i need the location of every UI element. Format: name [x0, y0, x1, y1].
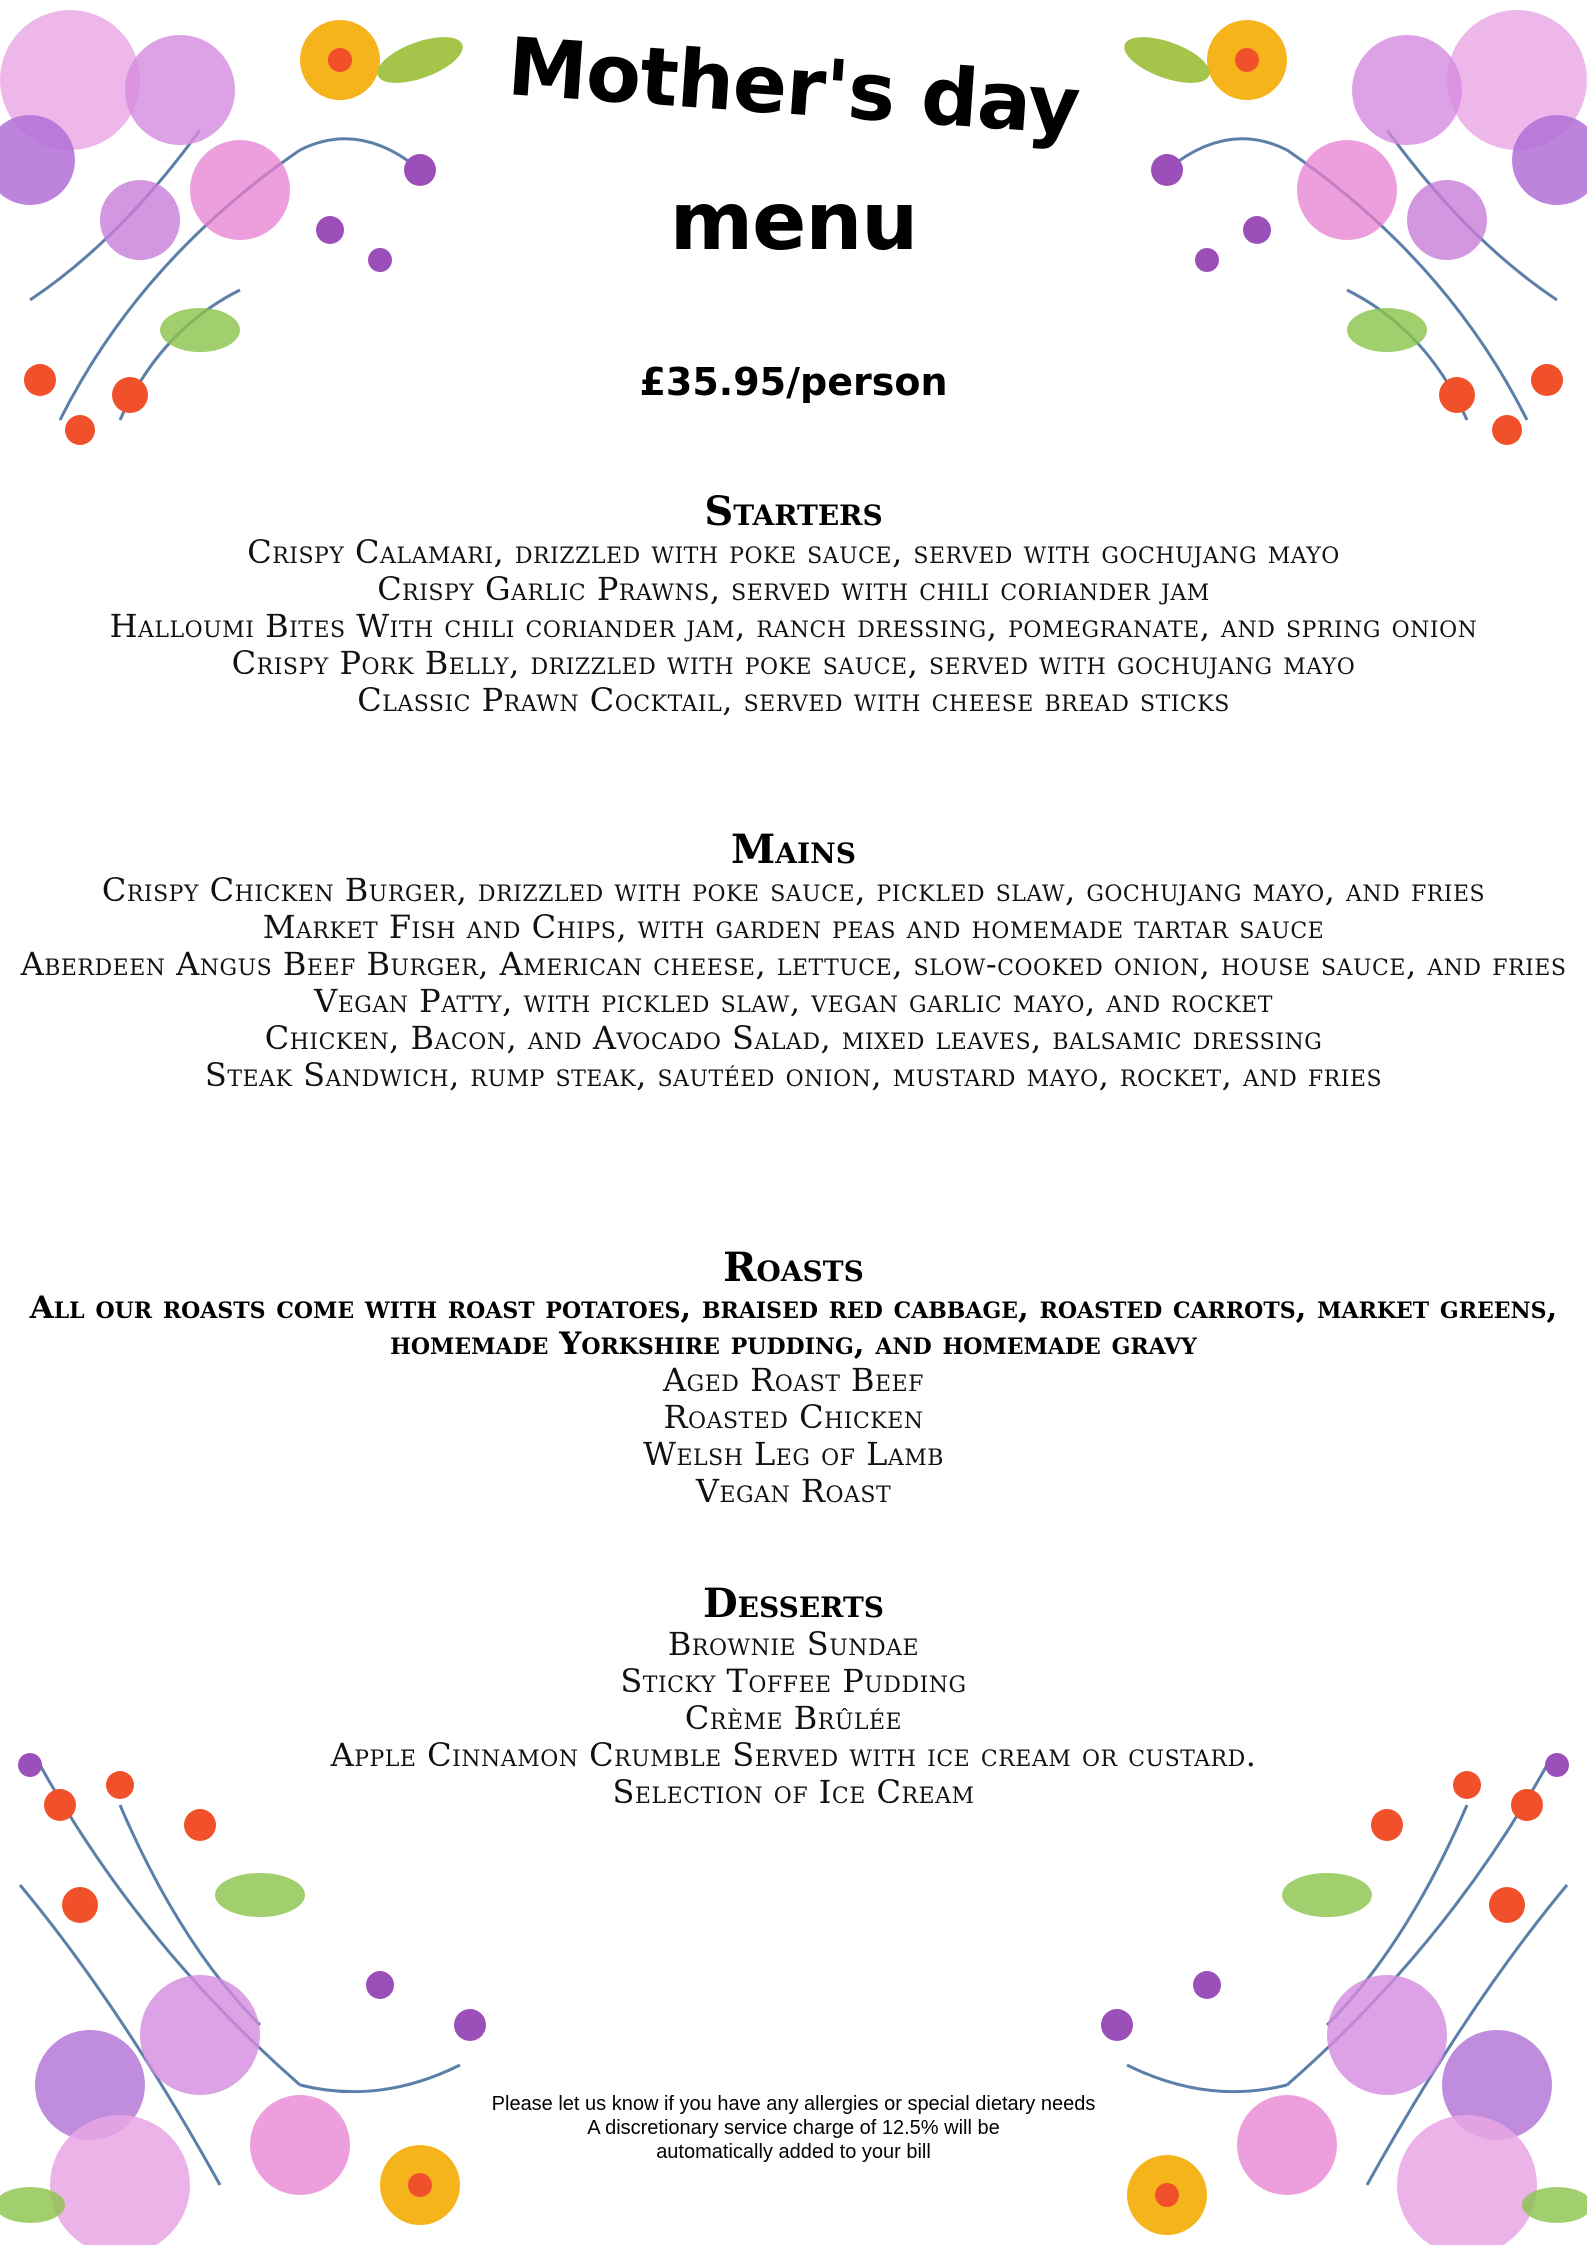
mains-list — [0, 872, 1587, 1094]
roasts-section — [0, 1246, 1587, 1510]
starters-list — [0, 534, 1587, 719]
menu-item: Crispy Chicken Burger, drizzled with poke sauce, pickled slaw, gochujang mayo, and fries — [101, 871, 1486, 909]
menu-item: Apple Cinnamon Crumble Served with ice cream or custard. — [330, 1736, 1257, 1774]
roasts-list — [0, 1362, 1587, 1510]
menu-item: Halloumi Bites With chili coriander jam, ranch dressing, pomegranate, and spring onion — [109, 607, 1478, 645]
menu-title-line-1: Mother's day — [504, 20, 1083, 153]
starters-heading: Starters — [704, 488, 883, 535]
mains-section — [0, 828, 1587, 1094]
menu-item: Chicken, Bacon, and Avocado Salad, mixed leaves, balsamic dressing — [264, 1019, 1323, 1057]
menu-item: Market Fish and Chips, with garden peas and homemade tartar sauce — [262, 908, 1325, 946]
price-per-person: £35.95/person — [639, 360, 948, 404]
menu-item: Vegan Patty, with pickled slaw, vegan garlic mayo, and rocket — [314, 982, 1273, 1020]
menu-item: Steak Sandwich, rump steak, sautéed onion, mustard mayo, rocket, and fries — [204, 1056, 1383, 1094]
menu-title-line-2: menu — [669, 175, 918, 268]
desserts-heading: Desserts — [702, 1580, 885, 1627]
menu-item: Brownie Sundae — [667, 1625, 920, 1663]
menu-item: Aberdeen Angus Beef Burger, American cheese, lettuce, slow-cooked onion, house sauce, and fries — [20, 945, 1567, 983]
menu-item: Crispy Pork Belly, drizzled with poke sauce, served with gochujang mayo — [231, 644, 1356, 682]
roasts-note: All our roasts come with roast potatoes, braised red cabbage, roasted carrots, market greens, homemade Yorkshire pudding, and homemade gravy — [29, 1290, 1558, 1362]
service-charge-notice: A discretionary service charge of 12.5% will be — [587, 2117, 1000, 2139]
service-charge-notice-cont: automatically added to your bill — [656, 2141, 931, 2163]
starters-section — [0, 490, 1587, 719]
menu-item: Crispy Calamari, drizzled with poke sauce, served with gochujang mayo — [247, 533, 1340, 571]
footer-notice — [0, 2092, 1587, 2164]
menu-item: Crème Brûlée — [684, 1699, 903, 1737]
menu-item: Roasted Chicken — [663, 1398, 924, 1436]
menu-item: Selection of Ice Cream — [612, 1773, 975, 1811]
menu-item: Aged Roast Beef — [663, 1361, 924, 1399]
menu-item: Sticky Toffee Pudding — [620, 1662, 967, 1700]
menu-item: Crispy Garlic Prawns, served with chili coriander jam — [377, 570, 1210, 608]
menu-item: Vegan Roast — [695, 1472, 892, 1510]
desserts-section — [0, 1582, 1587, 1811]
roasts-heading: Roasts — [723, 1244, 864, 1291]
menu-item: Welsh Leg of Lamb — [643, 1435, 944, 1473]
mains-heading: Mains — [731, 826, 856, 873]
menu-item: Classic Prawn Cocktail, served with cheese bread sticks — [357, 681, 1230, 719]
allergy-notice: Please let us know if you have any allergies or special dietary needs — [491, 2093, 1096, 2115]
desserts-list — [0, 1626, 1587, 1811]
